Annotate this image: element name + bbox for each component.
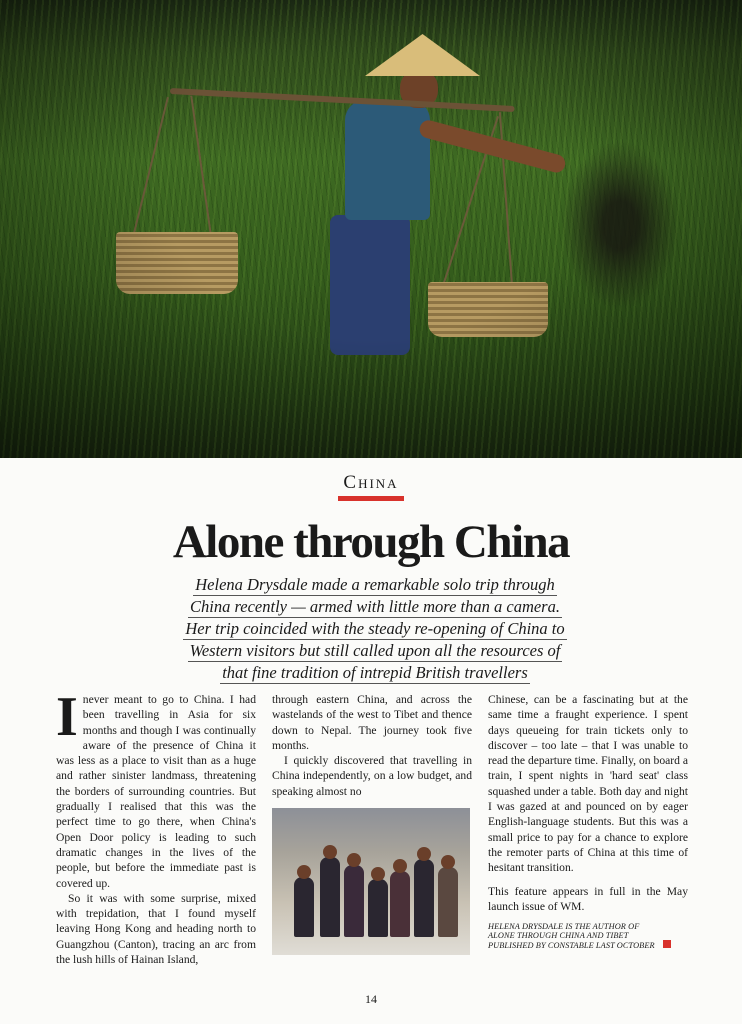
body-paragraph: I quickly discovered that travelling in China independently, on a low budget, and speaking almost no <box>272 754 472 798</box>
child-figure <box>368 879 388 937</box>
standfirst-line: China recently — armed with little more than a camera. <box>190 597 560 616</box>
standfirst-line: that fine tradition of intrepid British travellers <box>222 663 528 682</box>
page-number: 14 <box>365 992 377 1006</box>
body-paragraph: Chinese, can be a fascinating but at the same time a fraught experience. I spent days queueing for train tickets only to discover – too late – that I was unable to read the departure time. Finally, on board a train, I spent nights in 'hard seat' class squashed under a table. Both day and night I was gazed at and pounced on by eager English-language students. But this was a small price to pay for a chance to explore the remoter parts of China at this time of hesitant transition. <box>488 693 688 875</box>
child-figure <box>390 871 410 937</box>
credit-line-last <box>488 940 688 950</box>
body-paragraph <box>56 686 256 891</box>
body-column-2 <box>272 692 472 799</box>
credit-line: HELENA DRYSDALE IS THE AUTHOR OF <box>488 922 640 932</box>
end-mark-icon <box>663 940 671 948</box>
child-figure <box>294 877 314 937</box>
child-figure <box>438 867 458 937</box>
section-label <box>0 472 742 494</box>
child-figure <box>414 859 434 937</box>
credit-line: PUBLISHED BY CONSTABLE LAST OCTOBER <box>488 941 655 951</box>
author-credit <box>488 922 688 950</box>
body-column-1 <box>56 686 256 967</box>
body-column-3 <box>488 692 688 950</box>
section-label-text: China <box>343 472 399 493</box>
child-figure <box>344 865 364 937</box>
hero-photo-rice-field-farmer <box>0 0 742 458</box>
standfirst <box>160 575 590 685</box>
body-text: never meant to go to China. I had been travelling in Asia for six months and though I was continually aware of the presence of China it was less as a place to visit than as a huge and rather sinister landmass, threatening the borders of surrounding countries. But gradually I realised that this was the perfect time to go there, when China's Open Door policy is leading to such dramatic changes in the lives of the people, but before the immediate past is covered up. <box>56 693 256 890</box>
body-paragraph: So it was with some surprise, mixed with trepidation, that I found myself leaving Hong Kong and heading north to Guangzhou (Canton), tracing an arc from the lush hills of Hainan Island, <box>56 891 256 967</box>
child-figure <box>320 857 340 937</box>
body-paragraph: through eastern China, and across the wastelands of the west to Tibet and thence down to Nepal. The journey took five months. <box>272 693 472 752</box>
tibetan-children-photo <box>272 808 470 955</box>
drop-cap: I <box>56 686 78 748</box>
photo-vignette <box>0 0 742 458</box>
section-accent-bar <box>338 496 404 501</box>
standfirst-line: Helena Drysdale made a remarkable solo trip through <box>195 575 555 594</box>
publication-note: This feature appears in full in the May launch issue of WM. <box>488 884 688 913</box>
credit-line: ALONE THROUGH CHINA AND TIBET <box>488 931 629 941</box>
standfirst-line: Western visitors but still called upon all the resources of <box>189 641 561 660</box>
headline: Alone through China <box>172 516 570 568</box>
standfirst-line: Her trip coincided with the steady re-opening of China to <box>185 619 565 638</box>
